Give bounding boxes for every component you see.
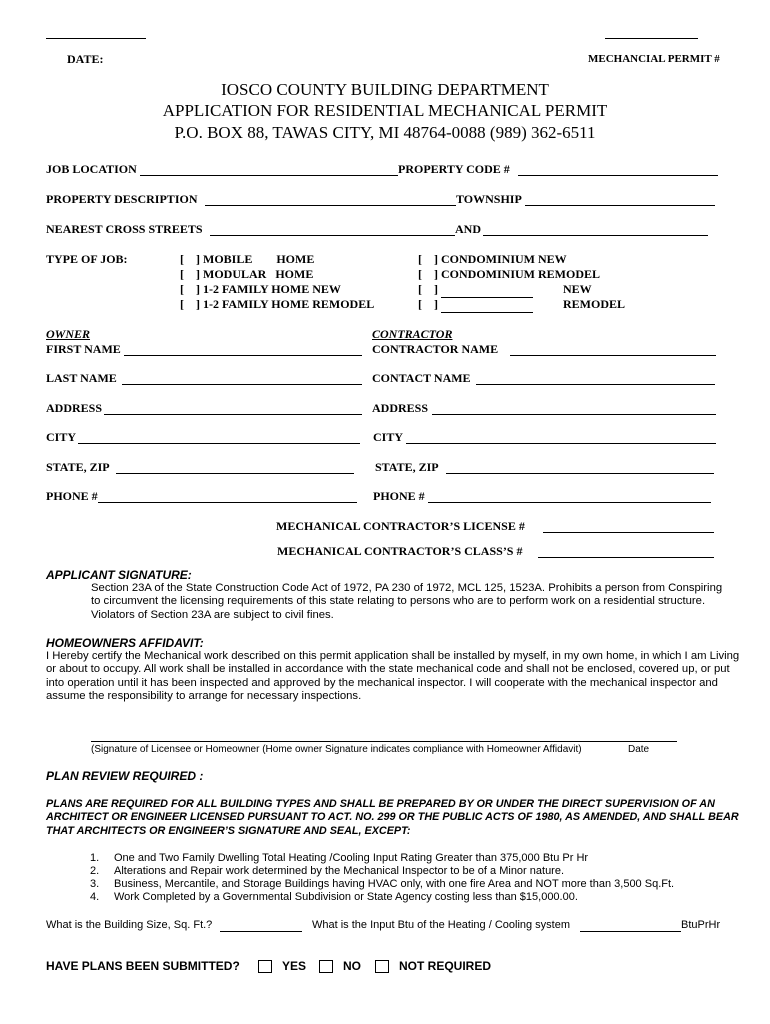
permit-number-label: MECHANCIAL PERMIT # — [588, 53, 720, 65]
cross-streets-and-field[interactable] — [483, 235, 708, 236]
job-type-label: 1-2 FAMILY HOME NEW — [203, 282, 341, 296]
plan-review-heading: PLAN REVIEW REQUIRED : — [46, 769, 204, 783]
owner-last-name-field[interactable] — [122, 384, 362, 385]
owner-heading: OWNER — [46, 327, 91, 341]
property-code-field[interactable] — [518, 175, 718, 176]
title-address: P.O. BOX 88, TAWAS CITY, MI 48764-0088 (989) 362-6511 — [174, 123, 596, 142]
exception-number: 2. — [90, 865, 100, 877]
owner-first-name-field[interactable] — [124, 355, 362, 356]
owner-phone-label: PHONE # — [46, 489, 98, 503]
affidavit-heading: HOMEOWNERS AFFIDAVIT: — [46, 636, 204, 650]
job-type-label: 1-2 FAMILY HOME REMODEL — [203, 297, 375, 311]
property-code-label: PROPERTY CODE # — [398, 162, 510, 176]
job-location-field[interactable] — [140, 175, 398, 176]
job-type-condo-remodel[interactable]: [ ] CONDOMINIUM REMODEL — [418, 267, 600, 281]
job-type-family-remodel[interactable]: [ ] 1-2 FAMILY HOME REMODEL — [180, 297, 375, 311]
contractor-phone-field[interactable] — [428, 502, 711, 503]
contractor-state-zip-label: STATE, ZIP — [375, 460, 439, 474]
cross-streets-field[interactable] — [210, 235, 455, 236]
date-field[interactable] — [46, 38, 146, 39]
job-location-label: JOB LOCATION — [46, 162, 137, 176]
township-label: TOWNSHIP — [456, 192, 522, 206]
job-type-other-remodel-label: REMODEL — [563, 297, 626, 311]
plans-submitted-question: HAVE PLANS BEEN SUBMITTED? — [46, 959, 240, 973]
job-type-label: CONDOMINIUM NEW — [441, 252, 567, 266]
job-type-mobile-home[interactable]: [ ] MOBILE HOME — [180, 252, 315, 266]
title-application: APPLICATION FOR RESIDENTIAL MECHANICAL PERMIT — [162, 101, 608, 120]
permit-number-field[interactable] — [605, 38, 698, 39]
job-type-other-new-field[interactable] — [441, 282, 533, 298]
job-type-label: MOBILE HOME — [203, 252, 315, 266]
job-type-label: MODULAR HOME — [203, 267, 314, 281]
township-field[interactable] — [525, 205, 715, 206]
btu-unit: BtuPrHr — [681, 919, 721, 931]
job-type-other-new[interactable]: [ ] — [418, 282, 533, 298]
input-btu-question: What is the Input Btu of the Heating / Cooling system — [312, 919, 571, 931]
property-description-field[interactable] — [205, 205, 456, 206]
owner-address-field[interactable] — [104, 414, 362, 415]
cross-streets-label: NEAREST CROSS STREETS — [46, 222, 203, 236]
building-size-field[interactable] — [220, 931, 302, 932]
exception-item — [90, 878, 674, 890]
signature-caption: (Signature of Licensee or Homeowner (Home owner Signature indicates compliance with Homeowner Affidavit) — [91, 744, 582, 755]
job-type-other-remodel[interactable]: [ ] — [418, 297, 533, 313]
owner-city-field[interactable] — [78, 443, 360, 444]
contractor-city-label: CITY — [373, 430, 404, 444]
job-type-label: CONDOMINIUM REMODEL — [441, 267, 600, 281]
title-department: IOSCO COUNTY BUILDING DEPARTMENT — [221, 80, 549, 99]
owner-state-zip-field[interactable] — [116, 473, 354, 474]
applicant-text: Section 23A of the State Construction Code Act of 1972, PA 230 of 1972, MCL 125, 1523A. Prohibits a person from Conspiring to circumvent the licensing requirements of this state relating to persons who are to perform work on a residential structure. Violators of Section 23A are subject to civil fines. — [91, 582, 723, 621]
exception-text: Work Completed by a Governmental Subdivision or State Agency costing less than $15,000.00. — [114, 891, 578, 903]
plan-review-text: PLANS ARE REQUIRED FOR ALL BUILDING TYPES AND SHALL BE PREPARED BY OR UNDER THE DIRECT SUPERVISION OF AN ARCHITECT OR ENGINEER LICENSED PURSUANT TO ACT. NO. 299 OR THE PUBLIC ACTS OF 1980, AS AMENDED, AND SHALL BEAR THAT ARCHITECTS OR ENGINEER’S SIGNATURE AND SEAL, EXCEPT: — [46, 798, 739, 837]
contractor-heading: CONTRACTOR — [372, 327, 453, 341]
input-btu-field[interactable] — [580, 931, 681, 932]
owner-address-label: ADDRESS — [46, 401, 103, 415]
date-caption: Date — [628, 744, 650, 755]
class-field[interactable] — [538, 557, 714, 558]
type-of-job-label: TYPE OF JOB: — [46, 252, 128, 266]
exception-item — [90, 891, 578, 903]
exception-number: 1. — [90, 852, 100, 864]
contractor-address-label: ADDRESS — [372, 401, 429, 415]
signature-line[interactable] — [91, 741, 677, 742]
not-required-label: NOT REQUIRED — [399, 959, 492, 973]
contact-name-field[interactable] — [476, 384, 715, 385]
contractor-phone-label: PHONE # — [373, 489, 425, 503]
exception-text: One and Two Family Dwelling Total Heating /Cooling Input Rating Greater than 375,000 Btu Pr Hr — [114, 852, 589, 864]
yes-checkbox[interactable] — [258, 960, 272, 973]
contractor-address-field[interactable] — [432, 414, 716, 415]
job-type-other-new-label: NEW — [563, 282, 592, 296]
exception-item — [90, 865, 564, 877]
owner-phone-field[interactable] — [98, 502, 357, 503]
exception-number: 3. — [90, 878, 100, 890]
job-type-condo-new[interactable]: [ ] CONDOMINIUM NEW — [418, 252, 567, 266]
contractor-name-label: CONTRACTOR NAME — [372, 342, 499, 356]
owner-first-name-label: FIRST NAME — [46, 342, 121, 356]
affidavit-text: I Hereby certify the Mechanical work described on this permit application shall be installed by myself, in my own home, in which I am Living or about to occupy. All work shall be installed in accordance with the state mechanical code and shall not be enclosed, covered up, or put into operation until it has been inspected and approved by the mechanical inspector. I will cooperate with the mechanical inspector and assume the responsibility to arrange for necessary inspections. — [46, 650, 740, 703]
contractor-name-field[interactable] — [510, 355, 716, 356]
property-description-label: PROPERTY DESCRIPTION — [46, 192, 198, 206]
owner-last-name-label: LAST NAME — [46, 371, 117, 385]
contractor-city-field[interactable] — [406, 443, 716, 444]
exception-text: Alterations and Repair work determined by the Mechanical Inspector to be of a Minor nature. — [114, 865, 565, 877]
owner-state-zip-label: STATE, ZIP — [46, 460, 110, 474]
class-label: MECHANICAL CONTRACTOR’S CLASS’S # — [277, 544, 523, 558]
no-label: NO — [343, 959, 361, 973]
yes-label: YES — [282, 959, 307, 973]
exception-text: Business, Mercantile, and Storage Buildings having HVAC only, with one fire Area and NOT more than 3,500 Sq.Ft. — [114, 878, 675, 890]
building-size-question: What is the Building Size, Sq. Ft.? — [46, 919, 213, 931]
date-label: DATE: — [67, 52, 104, 66]
job-type-modular-home[interactable]: [ ] MODULAR HOME — [180, 267, 314, 281]
not-required-checkbox[interactable] — [375, 960, 389, 973]
license-label: MECHANICAL CONTRACTOR’S LICENSE # — [276, 519, 525, 533]
contact-name-label: CONTACT NAME — [372, 371, 471, 385]
exception-number: 4. — [90, 891, 100, 903]
job-type-other-remodel-field[interactable] — [441, 297, 533, 313]
applicant-signature-heading: APPLICANT SIGNATURE: — [46, 568, 192, 582]
job-type-family-new[interactable]: [ ] 1-2 FAMILY HOME NEW — [180, 282, 341, 296]
owner-city-label: CITY — [46, 430, 77, 444]
no-checkbox[interactable] — [319, 960, 333, 973]
license-field[interactable] — [543, 532, 714, 533]
exception-item — [90, 852, 588, 864]
contractor-state-zip-field[interactable] — [446, 473, 714, 474]
and-label: AND — [455, 222, 481, 236]
